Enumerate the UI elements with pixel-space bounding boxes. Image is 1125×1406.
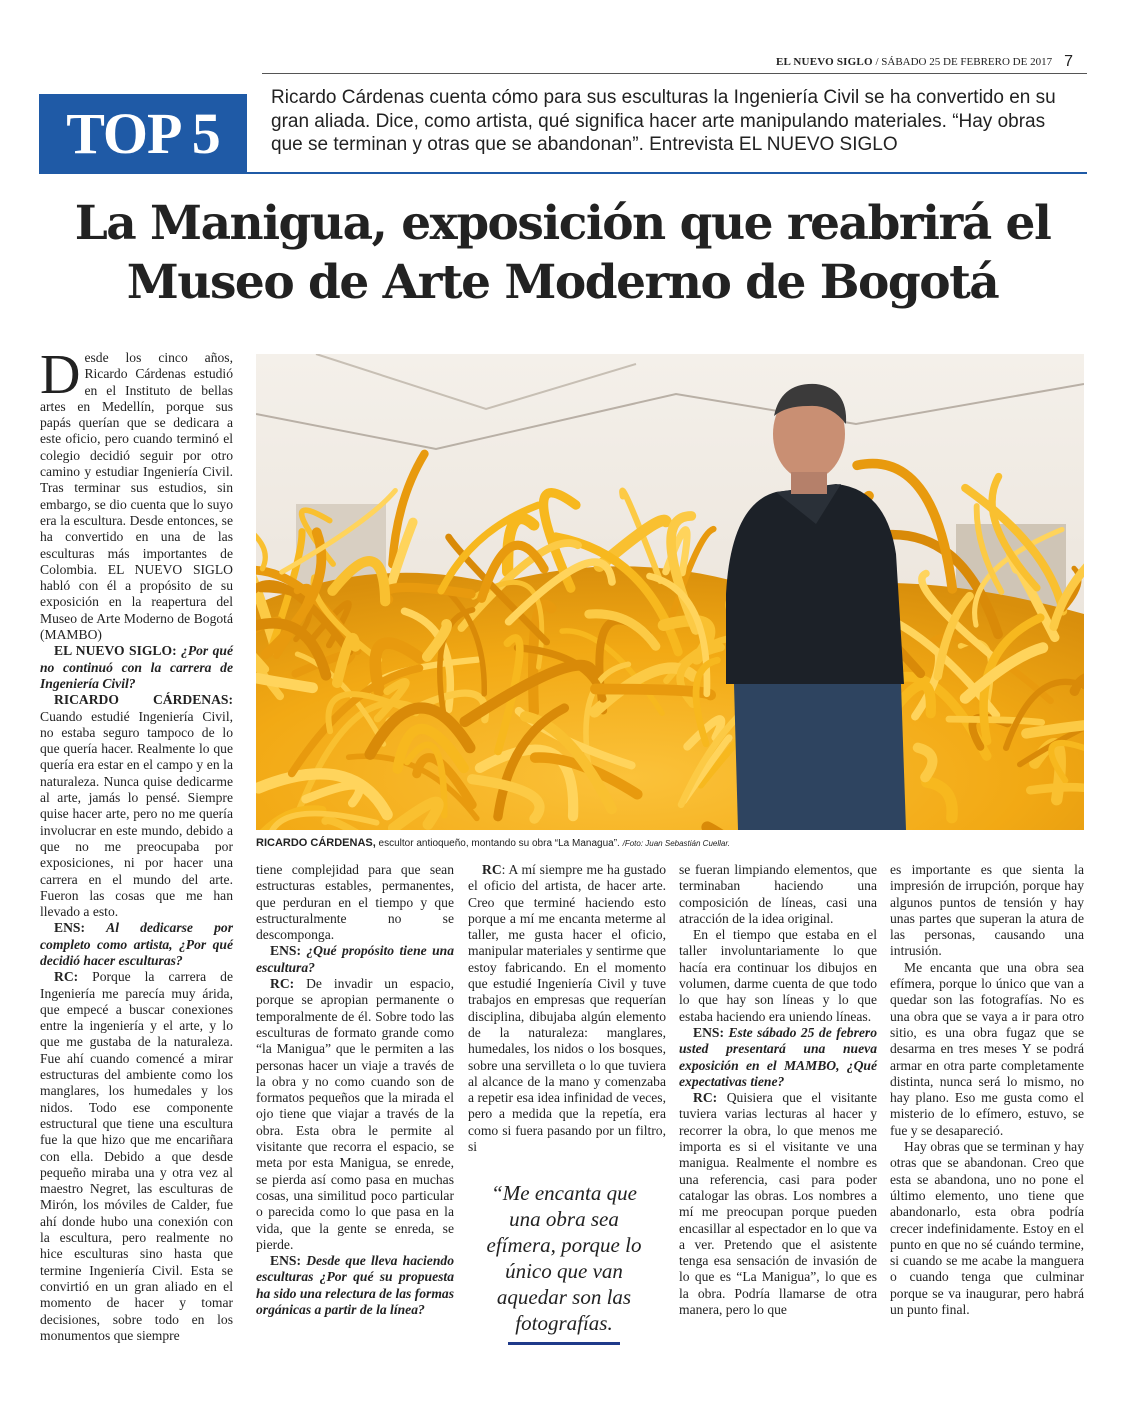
col4-paragraph-2: En el tiempo que estaba en el taller involuntariamente lo que hacía era continuar los dibujos en volumen, darme cuenta de que todo lo que hay son líneas y lo que estaba haciendo era uniendo líneas. (679, 927, 877, 1024)
answer-1 (40, 692, 233, 920)
col5-paragraph-1: es importante es que sienta la impresión de irrupción, porque hay algunos puntos de tensión y hay unas partes que superan la atura de las personas, causando una intrusión. (890, 862, 1084, 959)
folio-divider (262, 73, 1087, 74)
a5-lead: RC: (693, 1090, 727, 1106)
a4-text: : A mí siempre me ha gustado el oficio del artista, de hacer arte. Creo que terminé haciendo esto porque a mí me encanta meterme al taller, me gusta hacer el oficio, manipular materiales y sentirme que estoy fabricando. En el momento que estudié Ingeniería Civil y tuve trabajos en empresas que requerían disciplina, dibujaba algún elemento de la naturaleza: manglares, humedales, los nidos o los bosques, sobre una servilleta o lo que tuviera al alcance de la mano y comenzaba a repetir esa idea infinidad de veces, pero a medida que la repetía, era como si fuera pasando por un filtro, si (468, 862, 666, 1155)
deck-divider (247, 172, 1087, 174)
q4-lead: ENS: (270, 1253, 307, 1269)
answer-3 (256, 976, 454, 1253)
q1-lead: EL NUEVO SIGLO: (54, 643, 182, 659)
answer-2 (40, 969, 233, 1344)
a3-text: De invadir un espacio, porque se apropian permanente o temporalmente de él. Sobre todo las esculturas de formato grande como “la Manigua” que le permiten a las personas hacer un viaje a través de la obra y no como cuando son de formatos pequeños que la mirada el ojo tiene que viajar a través de la obra. Esta obra le permite al visitante que recorra el espacio, se meta por esta Manigua, se enrede, se pierda así como pasa en muchas cosas, una similitud poco particular o parecida como lo que pasa en la vida, que la gente se enreda, se pierde. (256, 976, 454, 1252)
sculpture-tube (949, 719, 1042, 722)
question-2 (40, 920, 233, 969)
a1-lead: RICARDO CÁRDENAS: (54, 692, 233, 708)
article-column-3 (468, 862, 666, 1155)
q3-text: ¿Qué propósito tiene una escultura? (256, 943, 454, 975)
a5-text: Quisiera que el visitante tuviera varias lecturas al hacer y recorrer la obra, lo que menos me importa es si el visitante ve una manigua. Realmente el nombre es una referencia, casi para poder catalogar las obras. Los nombres a mí me preocupan porque pueden encasillar al espectador en lo que va a ver. Pretendo que el asistente tenga esa sensación de invasión de lo que es “La Manigua”, lo que es la obra. Podría llamarse de otra manera, pero lo que (679, 1090, 877, 1318)
folio-date: / SÁBADO 25 DE FEBRERO DE 2017 (872, 56, 1053, 68)
q1-text: ¿Por qué no continuó con la carrera de Ingeniería Civil? (40, 643, 233, 691)
q4-text: Desde que lleva haciendo esculturas ¿Por qué su propuesta ha sido una relectura de las formas orgánicas a partir de la línea? (256, 1253, 454, 1318)
folio-paper: EL NUEVO SIGLO (775, 56, 873, 68)
col2-paragraph: tiene complejidad para que sean estructuras estables, permanentes, que perduran en el tiempo y que estructuralmente no se descomponga. (256, 862, 454, 943)
q5-text: Este sábado 25 de febrero usted presentará una nueva exposición en el MAMBO, ¿Qué expectativas tiene? (679, 1024, 877, 1089)
article-column-2 (256, 862, 454, 1318)
intro-text: esde los cinco años, Ricardo Cárdenas estudió en el Instituto de bellas artes en Medellín, porque sus papás querían que se dedicara a este oficio, pero cuando terminó el colegio decidió seguir por otro camino y estudiar Ingeniería Civil. Tras terminar sus estudios, sin embargo, se dio cuenta que lo suyo era la escultura. Desde entonces, se ha convertido en una de las esculturas más importantes de Colombia. EL NUEVO SIGLO habló con él a propósito de su exposición en la reapertura del Museo de Arte Moderno de Bogotá (MAMBO) (40, 350, 233, 643)
headline: La Manigua, exposición que reabrirá el Museo de Arte Moderno de Bogotá (74, 196, 1051, 310)
section-badge: TOP 5 (39, 94, 247, 174)
photo-artwork (256, 354, 1084, 830)
answer-4 (468, 862, 666, 1155)
a1-text: Cuando estudié Ingeniería Civil, no estaba seguro tampoco de lo que quería hacer. Realmente lo que quería era estar en el campo y en la naturaleza. Nunca quise dedicarme al arte, jamás lo pensé. Siempre quise hacer arte, pero no me quería involucrar en este mundo, debido a que no me preocupaba por exposiciones, ni por hacer una carrera en el mundo del arte. Fueron las cosas que me han llevado a esto. (40, 708, 233, 920)
page-number: 7 (1064, 53, 1073, 70)
col5-paragraph-3: Hay obras que se terminan y hay otras que se abandonan. Creo que esta se abandona, uno no pone el último elemento, uno tiene que abandonarlo, esta obra podría crecer indefinidamente. Estoy en el punto en que no sé cuándo termine, si cuando se me acabe la manguera o cuando tenga que culminar porque se va inaugurar, pero habrá un punto final. (890, 1139, 1084, 1318)
q3-lead: ENS: (270, 943, 307, 959)
intro-paragraph (40, 344, 233, 643)
caption-text: escultor antioqueño, montando su obra “La Managua”. (375, 838, 623, 849)
caption-credit: /Foto: Juan Sebastián Cuellar. (622, 839, 730, 848)
q2-text: Al dedicarse por completo como artista, ¿Por qué decidió hacer esculturas? (40, 920, 233, 968)
col4-paragraph-1: se fueran limpiando elementos, que terminaban haciendo una composición de líneas, casi una atracción de la idea original. (679, 862, 877, 926)
photo-caption (256, 837, 1084, 849)
col5-paragraph-2: Me encanta que una obra sea efímera, porque lo único que van a quedar son las fotografías. No es una obra que se vaya a ir para otro sitio, es una obra fugaz que se desarma en tres meses Y se podrá armar en otra parte completamente distinta, nunca será lo mismo, no hay plano. Eso me gusta como el misterio de lo efímero, estuvo, se fue y se desapareció. (890, 959, 1084, 1138)
a2-text: Porque la carrera de Ingeniería me parecía muy árida, que empecé a buscar conexiones entre la ingeniería y el arte, y lo que me gustaba de la naturaleza. Fue ahí cuando comencé a mirar estructuras del ambiente como los manglares, los humedales y los nidos. Todo ese componente estructural que tiene una escultura fue la que hizo que me encariñara con ella. Debido a que desde pequeño miraba una y otra vez al maestro Negret, las esculturas de Mirón, los móviles de Calder, fue ahí donde hubo una conexión con la escultura, pero realmente no hice esculturas sino hasta que termine Ingeniería Civil. Esta se convirtió en un gran aliado en el momento de hacer y tomar decisiones, sobre todo en los monumentos que siempre (40, 969, 233, 1343)
folio (776, 52, 1073, 70)
article-photo (256, 354, 1084, 830)
question-5 (679, 1025, 877, 1090)
article-column-5 (890, 862, 1084, 1318)
q2-lead: ENS: (54, 920, 107, 936)
question-1 (40, 643, 233, 692)
deck-intro: Ricardo Cárdenas cuenta cómo para sus esculturas la Ingeniería Civil se ha convertido en su gran aliada. Dice, como artista, qué significa hacer arte manipulando materiales. “Hay obras que se terminan y otras que se abandonan”. Entrevista EL NUEVO SIGLO (271, 87, 1056, 155)
caption-name: RICARDO CÁRDENAS, (256, 837, 376, 849)
question-3 (256, 943, 454, 976)
question-4 (256, 1253, 454, 1318)
a3-lead: RC: (270, 976, 307, 992)
pull-quote: “Me encanta que una obra sea efímera, porque lo único que van aquedar son las fotografías. (486, 1181, 642, 1335)
q5-lead: ENS: (693, 1024, 729, 1040)
article-column-4 (679, 862, 877, 1318)
article-column-1 (40, 344, 233, 1344)
a2-lead: RC: (54, 969, 93, 985)
a4-lead: RC (482, 862, 502, 877)
drop-cap: D (40, 344, 81, 406)
answer-5 (679, 1090, 877, 1318)
pull-quote-rule (508, 1342, 620, 1345)
